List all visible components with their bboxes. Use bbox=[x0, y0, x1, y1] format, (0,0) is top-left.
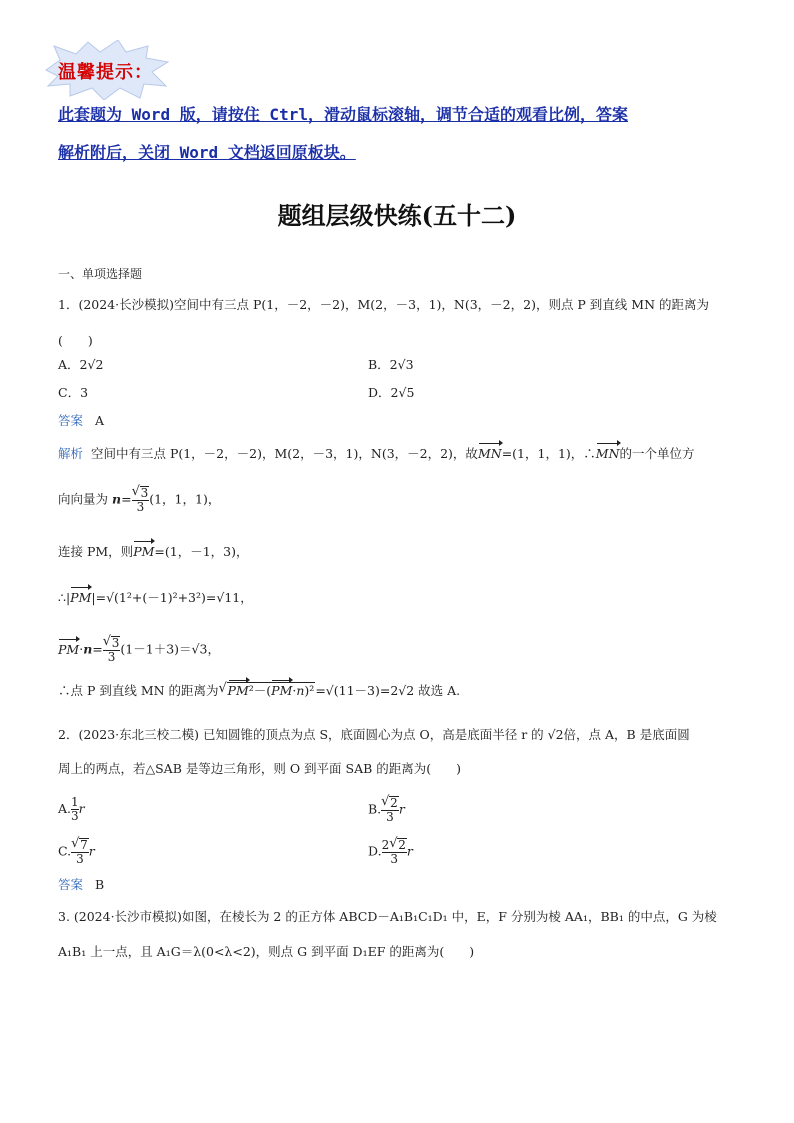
q2-option-b: B. √ 2 3 r bbox=[368, 794, 405, 824]
q1-option-c: C．3 bbox=[58, 385, 89, 400]
q3-stem-line-1: 3. (2024·长沙市模拟)如图，在棱长为 2 的正方体 ABCD－A₁B₁C₁D₁ 中，E，F 分别为棱 AA₁，BB₁ 的中点，G 为棱 bbox=[58, 909, 717, 924]
notice-line-2: 解析附后，关闭 Word 文档返回原板块。 bbox=[58, 143, 356, 162]
fraction-sqrt3-over-3: √ 3 3 bbox=[131, 484, 149, 514]
vector-pm: PM bbox=[133, 544, 155, 559]
q2-stem-line-1: 2．(2023·东北三校二模) 已知圆锥的顶点为点 S，底面圆心为点 O，高是底面半径 r 的 √2倍，点 A，B 是底面圆 bbox=[58, 727, 690, 742]
q1-analysis-line-2: 向向量为 n= √ 3 3 (1，1，1)， bbox=[58, 484, 221, 514]
q1-answer-value: A bbox=[94, 413, 104, 428]
q1-analysis-text-1c: 的一个单位方 bbox=[619, 446, 695, 461]
q1-analysis-text-2a: 向向量为 bbox=[58, 491, 109, 507]
q1-stem-line-1: 1．(2024·长沙模拟)空间中有三点 P(1，－2，－2)，M(2，－3，1)，N(3，－2，2)，则点 P 到直线 MN 的距离为 bbox=[58, 297, 709, 312]
q1-option-d: D．2√5 bbox=[368, 385, 415, 400]
q2-answer-value: B bbox=[94, 877, 105, 892]
q2-option-c: C. √ 7 3 r bbox=[58, 836, 95, 866]
q1-analysis-line-3 bbox=[58, 544, 249, 560]
q1-stem-line-2: ( ) bbox=[58, 333, 93, 348]
distance-radical: √ PM²－(PM·n)² bbox=[218, 681, 315, 698]
q1-option-b: B．2√3 bbox=[368, 357, 414, 372]
notice-line-1: 此套题为 Word 版，请按住 Ctrl，滑动鼠标滚轴，调节合适的观看比例，答案 bbox=[58, 105, 628, 124]
q1-analysis-text-6b: =√(11－3)=2√2 故选 A. bbox=[315, 683, 461, 698]
vector-mn: MN bbox=[477, 446, 502, 461]
q2-option-a-label: A. bbox=[58, 801, 72, 816]
q1-analysis-text-3a: 连接 PM，则 bbox=[58, 544, 134, 559]
q1-analysis-text-1b: =(1，1，1)，∴ bbox=[501, 446, 596, 461]
q2-answer-row bbox=[58, 877, 104, 893]
q2-option-d-label: D. bbox=[368, 843, 382, 859]
q1-analysis-label: 解析 bbox=[58, 446, 84, 461]
q3-stem-line-2: A₁B₁ 上一点，且 A₁G＝λ(0<λ<2)，则点 G 到平面 D₁EF 的距离为( ) bbox=[58, 944, 475, 959]
q1-analysis-text-2b: (1，1，1)， bbox=[149, 491, 221, 507]
q1-analysis-line-6 bbox=[58, 682, 460, 699]
vector-pm-dot: PM bbox=[58, 641, 80, 657]
notice-title: 温馨提示： bbox=[58, 62, 153, 83]
q1-analysis-text-6a: ∴点 P 到直线 MN 的距离为 bbox=[58, 683, 219, 698]
page-title: 题组层级快练(五十二) bbox=[277, 201, 517, 230]
q1-analysis-line-5: PM·n= √ 3 3 (1－1＋3)＝√3， bbox=[58, 634, 220, 664]
q1-analysis-text-5: (1－1＋3)＝√3， bbox=[120, 641, 220, 657]
q1-analysis-line-1 bbox=[58, 446, 695, 462]
q1-answer-row bbox=[58, 413, 104, 429]
q1-analysis-text-1: 空间中有三点 P(1，－2，－2)，M(2，－3，1)，N(3，－2，2)，故 bbox=[90, 446, 478, 461]
q1-analysis-line-4: ∴|PM|=√(1²+(－1)²+3²)=√11， bbox=[58, 590, 253, 605]
section-heading: 一、单项选择题 bbox=[58, 267, 143, 281]
q2-answer-label: 答案 bbox=[58, 877, 84, 892]
q2-stem-line-2: 周上的两点，若△SAB 是等边三角形，则 O 到平面 SAB 的距离为( ) bbox=[58, 761, 462, 776]
q1-analysis-text-3b: =(1，－1，3)， bbox=[154, 544, 249, 559]
vector-pm-abs: PM bbox=[70, 590, 92, 605]
q2-option-d: D. 2 √ 2 3 r bbox=[368, 836, 413, 866]
q1-answer-label: 答案 bbox=[58, 413, 84, 428]
q2-option-a: A. $\frac{1}{3}$ r bbox=[58, 795, 85, 823]
q1-option-a: A．2√2 bbox=[58, 357, 104, 372]
q2-option-c-label: C. bbox=[58, 843, 72, 859]
vector-mn-2: MN bbox=[595, 446, 620, 461]
q1-analysis-text-4: =√(1²+(－1)²+3²)=√11， bbox=[95, 590, 253, 605]
fraction-sqrt3-over-3-b: √ 3 3 bbox=[102, 634, 120, 664]
q2-option-b-label: B. bbox=[368, 801, 382, 817]
